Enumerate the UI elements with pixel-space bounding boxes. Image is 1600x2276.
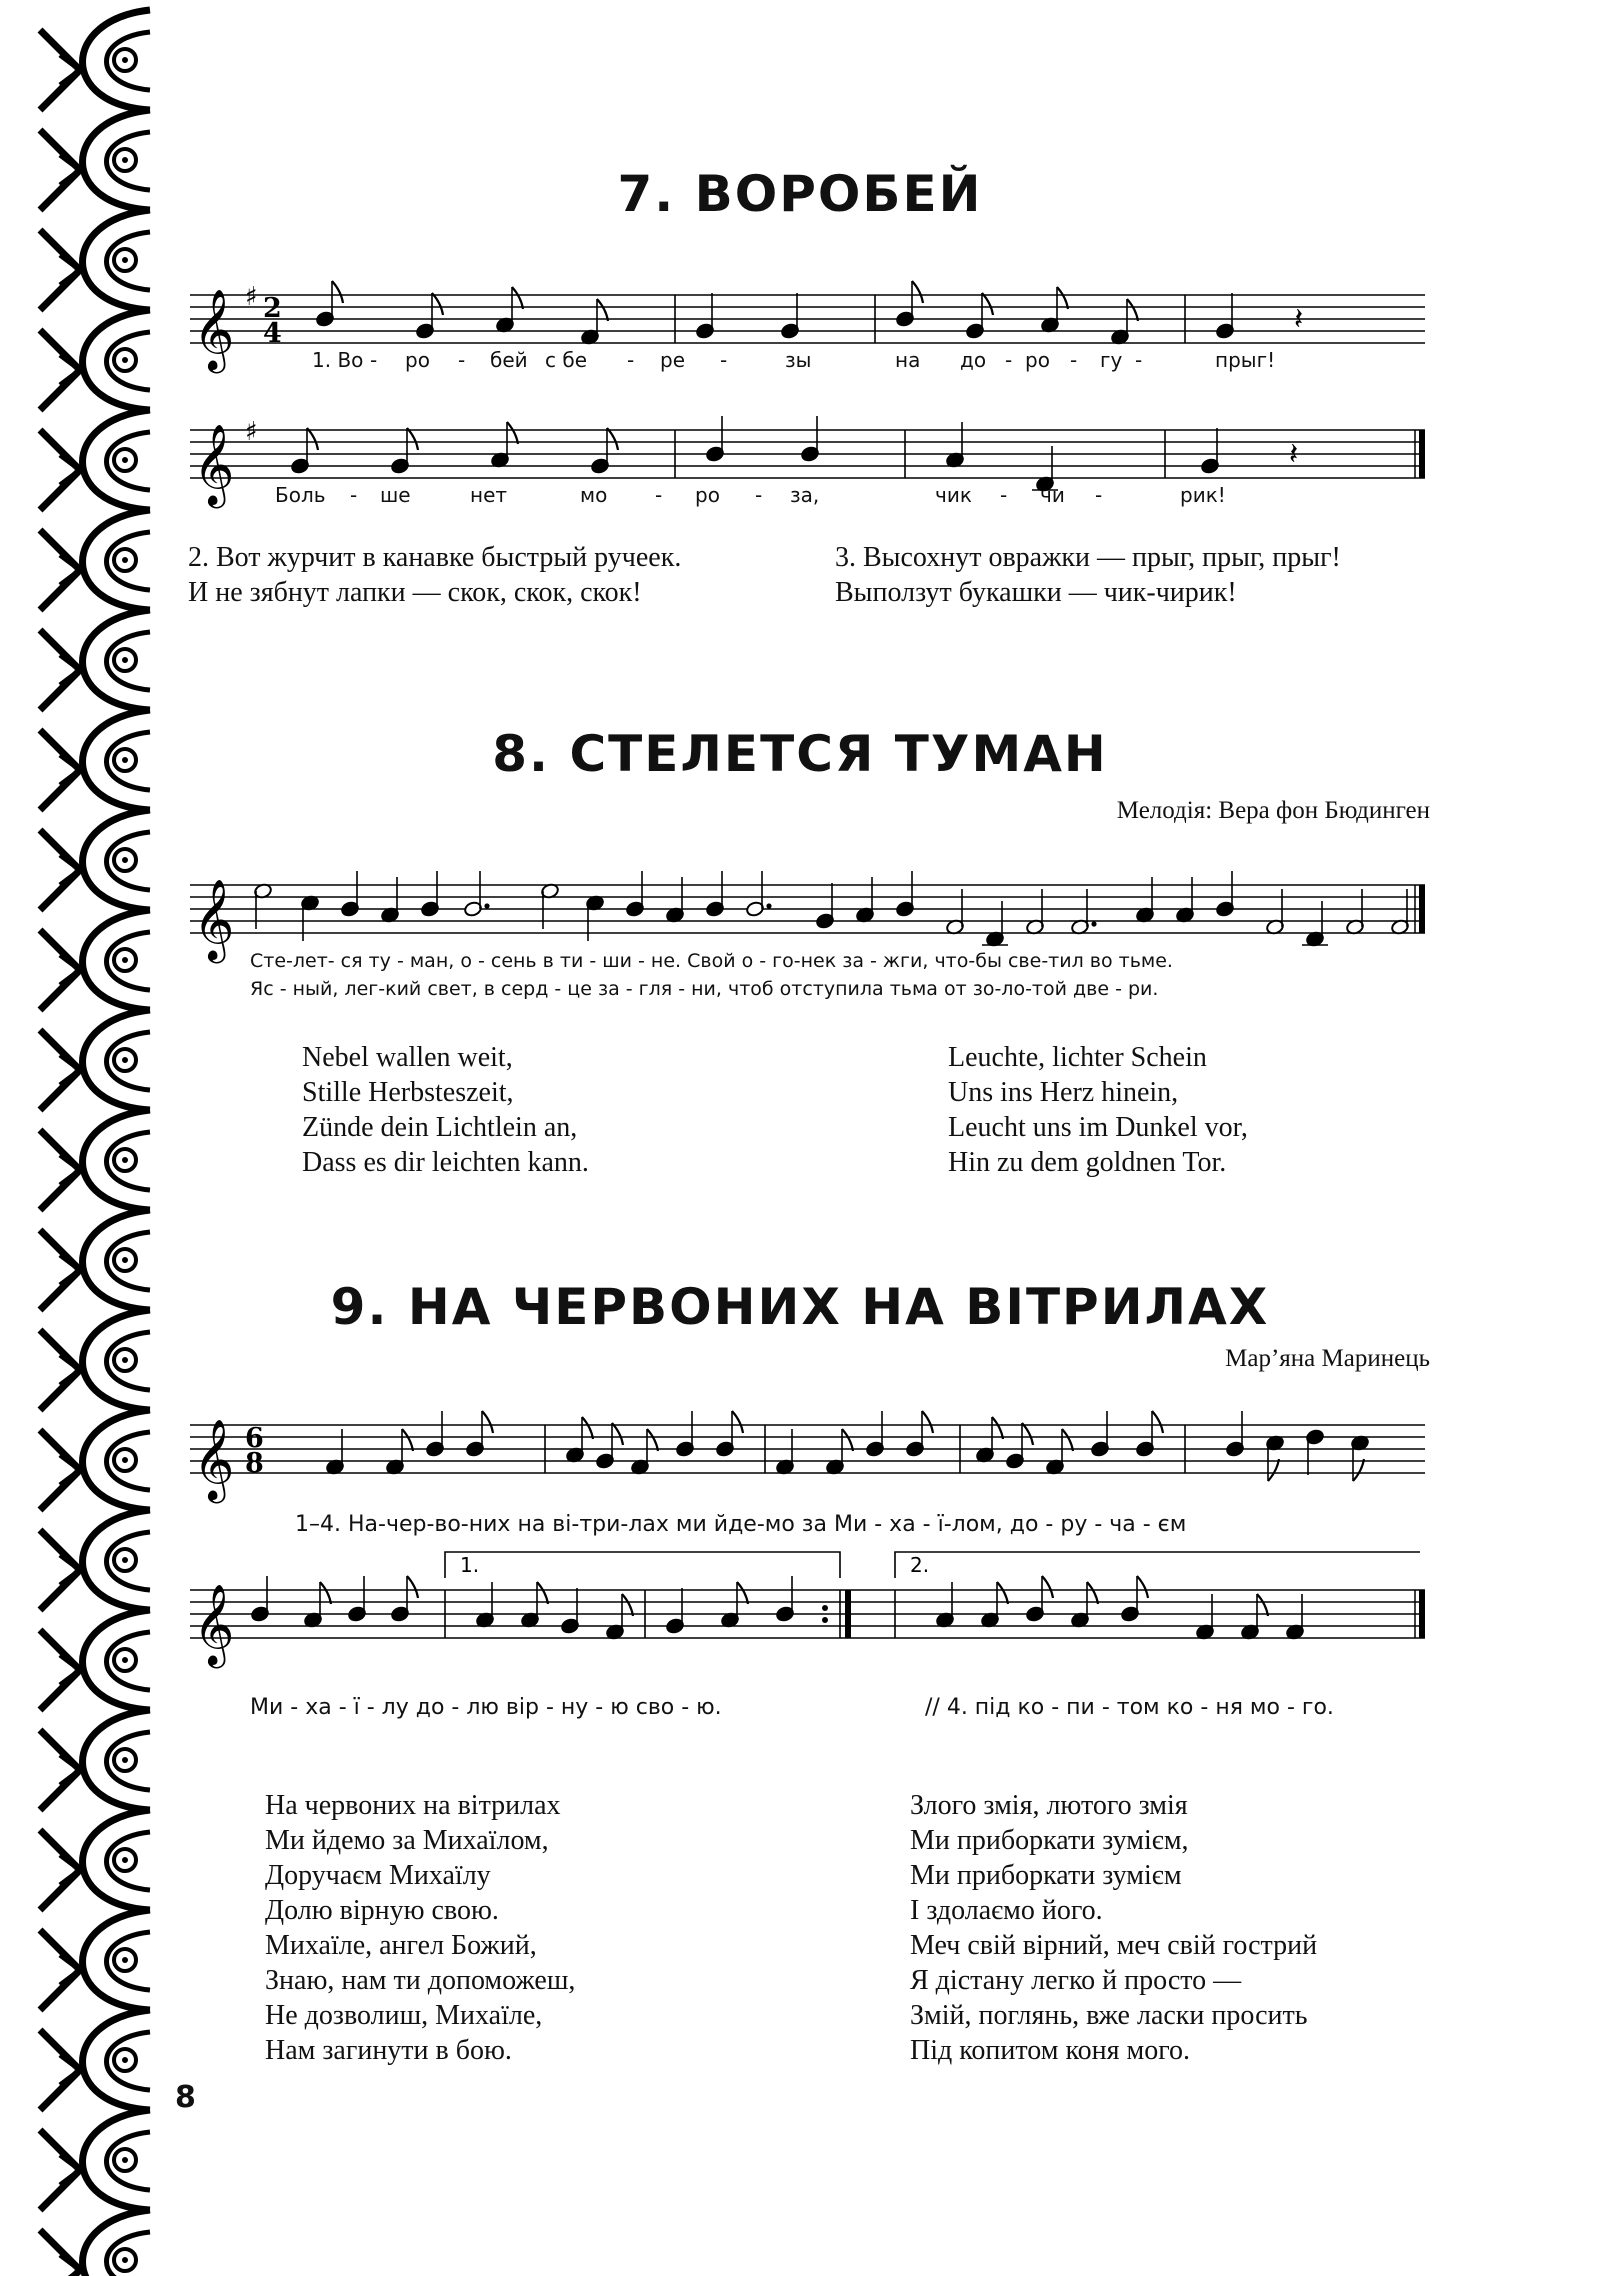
flag [332,281,343,303]
lyric-syllable: - [1095,483,1103,507]
time-signature-bottom: 4 [263,318,282,349]
note [905,1411,933,1457]
final-bar [1419,430,1425,478]
note [1294,302,1303,337]
page-number: 8 [175,2080,196,2115]
lyric-syllable: бей [490,348,528,372]
repeat-dot [822,1617,828,1623]
flag [842,1429,853,1451]
note [340,871,359,917]
note [595,1423,623,1469]
note [1215,293,1234,339]
clef-icon: 𝄞 [193,288,235,370]
spiral-motif [40,1510,150,1610]
note [490,422,518,468]
flag [922,1411,933,1433]
note [1225,1411,1244,1457]
song-credit: Мелодія: Вера фон Бюдинген [1116,797,1430,824]
note [675,1411,694,1457]
lyric-syllable: рик! [1180,483,1226,507]
song-title: 7. ВОРОБЕЙ [617,165,983,223]
clef-icon: 𝄞 [193,1583,235,1665]
note [253,883,272,929]
flag [1087,1582,1098,1604]
flag [992,1417,1003,1439]
dot [766,903,771,908]
song-title: 8. СТЕЛЕТСЯ ТУМАН [492,725,1108,783]
clef-icon: 𝄞 [193,423,235,505]
verse-block: Злого змія, лютого змія Ми приборкати зумієм, Ми приборкати зумієм І здолаємо його. Меч свій вірний, меч свій гострий Я дістану легко й просто — Змій, поглянь, вже ласки просить Під копитом коня мого. [910,1790,1318,2066]
spiral-motif [40,10,150,110]
note [1070,1582,1098,1628]
music-staff [185,845,1445,960]
lyric-syllable: гу [1100,348,1123,372]
lyric-syllable: ше [380,483,411,507]
key-signature: ♯ [245,282,258,312]
spiral-motif [40,710,150,810]
note [815,883,834,929]
flag [307,428,318,450]
lyric-syllable: - [1000,483,1008,507]
note [1289,437,1298,472]
note [945,889,964,935]
note [935,1582,954,1628]
flag [507,422,518,444]
note [1195,1594,1214,1640]
spiral-motif [40,510,150,610]
note [775,1576,794,1622]
ornamental-border [0,0,160,2276]
note [415,293,443,339]
flag [647,1429,658,1451]
flag [737,1582,748,1604]
volta-label: 1. [460,1553,480,1577]
note [1025,889,1044,935]
note [1045,1429,1073,1475]
note [1175,877,1194,923]
verse-block: На червоних на вітрилах Ми йдемо за Михаїлом, Доручаєм Михаїлу Долю вірную свою. Михаїле, ангел Божий, Знаю, нам ти допоможеш, Не дозволиш, Михаїле, Нам загинути в бою. [265,1790,576,2066]
note [975,1417,1003,1463]
spiral-motif [40,410,150,510]
spiral-motif [40,2210,150,2276]
note [695,293,714,339]
lyric-syllable: - [350,483,358,507]
note [800,416,819,462]
lyric-syllable: за, [790,483,820,507]
flag [982,293,993,315]
final-bar [1419,1590,1425,1638]
clef-icon: 𝄞 [193,878,235,960]
spiral-motif [40,610,150,710]
flag [1022,1423,1033,1445]
note [1135,1411,1163,1457]
note [980,1582,1008,1628]
verse-block: 2. Вот журчит в канавке быстрый ручеек. И не зябнут лапки — скок, скок, скок! [188,542,682,608]
lyric-syllable: - [1070,348,1078,372]
note [325,1429,344,1475]
note [463,871,489,917]
note [630,1429,658,1475]
flag [612,1423,623,1445]
lyric-syllable: чи [1040,483,1065,507]
note [665,877,684,923]
rest: 𝄽 [1289,437,1299,472]
note [347,1576,366,1622]
note [1240,1594,1268,1640]
flag [1057,287,1068,309]
lyric-syllable: - [720,348,728,372]
spiral-motif [40,1410,150,1510]
music-staff [185,1385,1445,1515]
lyric-syllable: с бе [545,348,587,372]
note [855,877,874,923]
note [1215,871,1234,917]
note [715,1411,743,1457]
flag [1042,1576,1053,1598]
note [250,1576,269,1622]
note [1305,1429,1324,1475]
flag [1268,1459,1279,1481]
spiral-motif [40,1810,150,1910]
flag [1257,1594,1268,1616]
lyrics-line: Яс - ный, лег-кий свет, в серд - це за - гля - ни, чтоб отступила тьма от зо-ло-той две - ри. [250,978,1159,1000]
note [540,883,559,929]
repeat-bar [845,1590,851,1638]
note [945,422,964,468]
note [300,895,319,941]
flag [607,428,618,450]
lyric-syllable: - [370,348,378,372]
music-staff [185,1550,1445,1690]
lyric-syllable: ро [1025,348,1050,372]
lyric-syllable: ро [695,483,720,507]
note [780,293,799,339]
flag [1353,1459,1364,1481]
spiral-motif [40,310,150,410]
dot [484,903,489,908]
clef-icon: 𝄞 [193,1418,235,1500]
lyric-syllable: до [960,348,987,372]
flag [320,1582,331,1604]
note [1005,1423,1033,1469]
note [560,1588,579,1634]
spiral-motif [40,1210,150,1310]
note [965,293,993,339]
flag [597,299,608,321]
note [775,1429,794,1475]
lyric-syllable: - [1005,348,1013,372]
lyric-syllable: Боль [275,483,326,507]
lyric-syllable: мо [580,483,608,507]
note [1025,1576,1053,1622]
note [590,428,618,474]
lyrics-line: Ми - ха - ї - лу до - лю вір - ну - ю сво - ю. [250,1695,722,1720]
song-credit: Мар’яна Маринець [1225,1345,1430,1372]
note [605,1594,633,1640]
note [705,871,724,917]
lyric-syllable: ре [660,348,685,372]
note [425,1411,444,1457]
volta-bracket [895,1552,1420,1578]
time-signature-top: 6 [245,1423,264,1454]
spiral-motif [40,1710,150,1810]
note [1090,1411,1109,1457]
note [290,428,318,474]
flag [997,1582,1008,1604]
lyric-syllable: - [1135,348,1143,372]
note [475,1582,494,1628]
lyrics-line: 1–4. На-чер-во-них на ві-три-лах ми йде-мо за Ми - ха - ї-лом, до - ру - ча - єм [295,1512,1187,1537]
note [1110,299,1138,345]
rest: 𝄽 [1294,302,1304,337]
dot [1091,921,1096,926]
note [1070,889,1096,935]
verse-block: 3. Высохнут овражки — прыг, прыг, прыг! Выползут букашки — чик-чирик! [835,542,1341,608]
note [420,871,439,917]
flag [1137,1576,1148,1598]
flag [512,287,523,309]
note [495,287,523,333]
lyric-syllable: ро [405,348,430,372]
lyric-syllable: - [655,483,663,507]
note [1345,889,1364,935]
flag [482,1411,493,1433]
lyric-syllable: зы [785,348,812,372]
flag [432,293,443,315]
note [1200,428,1219,474]
lyric-syllable: 1. Во [312,348,364,372]
spiral-motif [40,910,150,1010]
flag [582,1417,593,1439]
spiral-motif [40,110,150,210]
note [390,1576,418,1622]
note [1265,889,1284,935]
flag [1127,299,1138,321]
spiral-motif [40,810,150,910]
note [865,1411,884,1457]
note [520,1582,548,1628]
spiral-motif [40,1110,150,1210]
note [705,416,724,462]
final-bar [1419,885,1425,933]
note [1120,1576,1148,1622]
verse-block: Nebel wallen weit, Stille Herbsteszeit, Zünde dein Lichtlein an, Dass es dir leichten kann. [302,1042,589,1178]
lyric-syllable: - [755,483,763,507]
flag [402,1429,413,1451]
flag [622,1594,633,1616]
note [380,877,399,923]
note [1390,889,1409,935]
lyric-syllable: нет [470,483,508,507]
note [1302,901,1328,947]
note [625,871,644,917]
flag [537,1582,548,1604]
spiral-motif [40,1610,150,1710]
note [1265,1435,1284,1481]
spiral-motif [40,1910,150,2010]
note [1135,877,1154,923]
lyric-syllable: на [895,348,921,372]
note [1040,287,1068,333]
spiral-motif [40,1310,150,1410]
lyric-syllable: - [627,348,635,372]
flag [912,281,923,303]
spiral-motif [40,2010,150,2110]
verse-block: Leuchte, lichter Schein Uns ins Herz hinein, Leucht uns im Dunkel vor, Hin zu dem goldnen Tor. [948,1042,1248,1178]
flag [1152,1411,1163,1433]
flag [732,1411,743,1433]
note [720,1582,748,1628]
note [895,281,923,327]
flag [407,428,418,450]
lyric-syllable: прыг! [1215,348,1276,372]
note [303,1582,331,1628]
volta-bracket [445,1552,840,1578]
repeat-dot [822,1605,828,1611]
lyrics-line: Сте-лет- ся ту - ман, о - сень в ти - ши - не. Свой о - го-нек за - жги, что-бы све-тил во тьме. [250,950,1173,972]
note [565,1417,593,1463]
flag [1062,1429,1073,1451]
lyric-syllable: чик [935,483,972,507]
volta-label: 2. [910,1553,930,1577]
key-signature: ♯ [245,417,258,447]
spiral-motif [40,210,150,310]
lyrics-line: // 4. під ко - пи - том ко - ня мо - го. [925,1695,1334,1720]
time-signature-bottom: 8 [245,1448,264,1479]
note [745,871,771,917]
note [315,281,343,327]
note [1285,1594,1304,1640]
note [1350,1435,1369,1481]
note [465,1411,493,1457]
note [982,901,1008,947]
note [895,871,914,917]
note [665,1588,684,1634]
note [580,299,608,345]
note [825,1429,853,1475]
song-title: 9. НА ЧЕРВОНИХ НА ВІТРИЛАХ [330,1278,1270,1336]
note [385,1429,413,1475]
time-signature-top: 2 [263,293,282,324]
note [585,895,604,941]
flag [407,1576,418,1598]
lyric-syllable: - [458,348,466,372]
spiral-motif [40,1010,150,1110]
spiral-motif [40,2110,150,2210]
note [390,428,418,474]
